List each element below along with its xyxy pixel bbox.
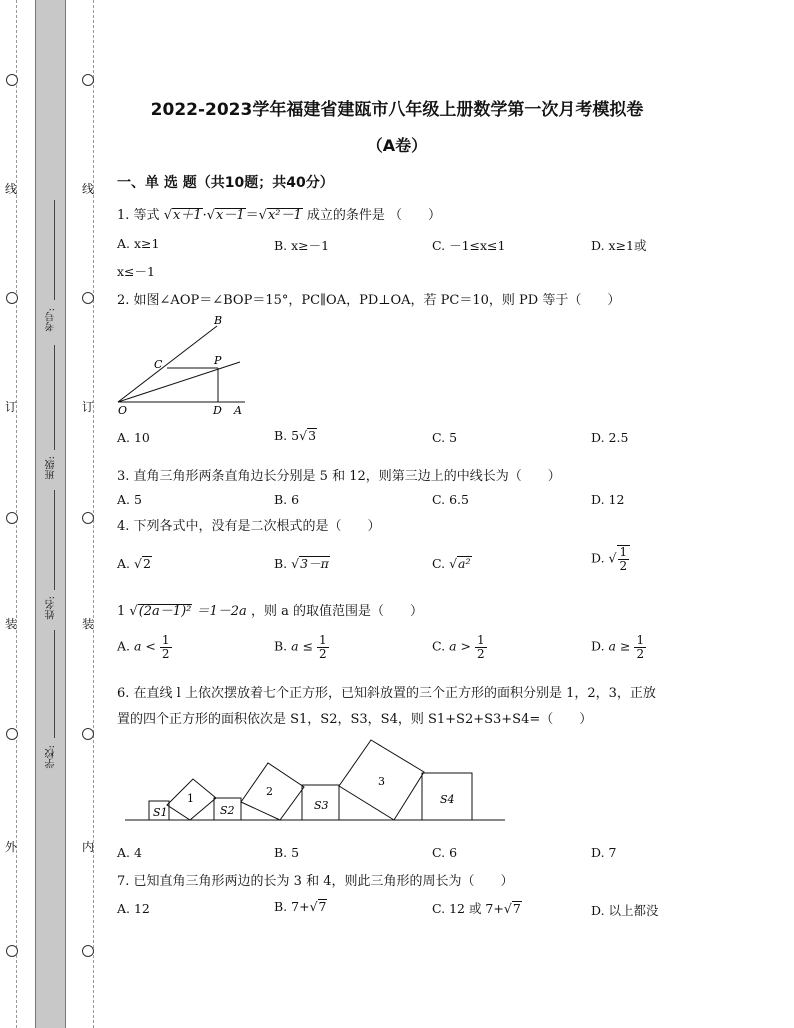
question-4: 4. 下列各式中，没有是二次根式的是（ ）: [117, 519, 381, 534]
question-6-line-1: 6. 在直线 l 上依次摆放着七个正方形，已知斜放置的三个正方形的面积分别是 1，2，3，正放: [117, 686, 656, 701]
q2-option-b[interactable]: B. 5√3: [274, 428, 317, 443]
q5-option-a[interactable]: [117, 634, 172, 660]
q5-option-d-den: 2: [636, 646, 645, 661]
q5-option-b-op: a ≤: [291, 638, 314, 654]
outer-mark-outside: 外: [5, 840, 18, 854]
question-5: 1 √(2a－1)² ＝1－2a ，则 a 的取值范围是（ ）: [117, 604, 423, 619]
q5-option-d-op: a ≥: [608, 638, 631, 654]
q4-option-c-letter: C.: [432, 556, 446, 571]
q4-option-d-letter: D.: [591, 550, 605, 566]
binding-hole: [82, 292, 94, 304]
q3-option-c[interactable]: C. 6.5: [432, 492, 469, 507]
binding-hole: [6, 292, 18, 304]
q7-option-c-text: C. 12 或 7+: [432, 901, 504, 916]
q6-label-3: 3: [378, 775, 385, 788]
q6-option-d[interactable]: D. 7: [591, 845, 617, 860]
q7-option-b[interactable]: B. 7+√7: [274, 899, 327, 914]
q4-option-a-radicand: 2: [142, 556, 151, 571]
q1-formula: √x＋1·√x－1＝√x²－1: [163, 208, 302, 223]
q2-option-a[interactable]: A. 10: [117, 430, 150, 445]
q5-radicand: (2a－1): [138, 604, 187, 619]
inner-mark-inside: 内: [82, 840, 95, 854]
q5-option-b-num: 1: [319, 633, 327, 647]
q5-option-c[interactable]: [432, 634, 487, 660]
q5-option-a-den: 2: [161, 646, 170, 661]
exam-number-label: 考号:: [46, 308, 57, 332]
binding-hole: [6, 74, 18, 86]
q7-option-c-radicand: 7: [512, 901, 521, 916]
section-heading: 一、单 选 题（共10题；共40分）: [117, 175, 334, 191]
q6-option-b[interactable]: B. 5: [274, 845, 300, 860]
outer-mark-line: 线: [5, 182, 18, 196]
q2-option-b-radicand: 3: [308, 428, 317, 443]
q5-option-c-num: 1: [476, 633, 485, 647]
binding-hole: [82, 728, 94, 740]
q1-option-c[interactable]: C. －1≤x≤1: [432, 238, 506, 253]
q6-option-c[interactable]: C. 6: [432, 845, 458, 860]
q2-label-c: C: [154, 358, 163, 371]
inner-mark-staple: 订: [82, 400, 95, 414]
q3-option-a[interactable]: A. 5: [117, 492, 142, 507]
q7-option-c[interactable]: C. 12 或 7+√7: [432, 901, 521, 916]
q4-option-b-letter: B.: [274, 556, 288, 571]
q5-option-b-letter: B.: [274, 638, 288, 654]
q4-option-a[interactable]: A. √2: [117, 556, 151, 571]
exam-number-line: [54, 200, 55, 300]
q2-label-d: D: [213, 404, 222, 417]
question-3: 3. 直角三角形两条直角边长分别是 5 和 12，则第三边上的中线长为（ ）: [117, 469, 561, 484]
q1-prefix: 等式: [133, 208, 160, 223]
binding-hole: [6, 945, 18, 957]
q4-option-c[interactable]: C. √a²: [432, 556, 471, 571]
q5-option-c-op: a >: [449, 638, 471, 654]
name-line: [54, 490, 55, 590]
name-label: 姓名:: [46, 596, 57, 620]
q2-option-c[interactable]: C. 5: [432, 430, 458, 445]
q5-option-c-den: 2: [476, 646, 485, 661]
question-6-line-2: 置的四个正方形的面积依次是 S1，S2，S3，S4，则 S1+S2+S3+S4=（ ）: [117, 712, 593, 727]
question-7: 7. 已知直角三角形两边的长为 3 和 4，则此三角形的周长为（ ）: [117, 874, 514, 889]
binding-hole: [82, 945, 94, 957]
class-line: [54, 345, 55, 450]
q6-label-1: 1: [187, 792, 194, 805]
question-1: [117, 204, 441, 223]
q4-option-d[interactable]: D. √ $\frac{1}{2}$: [591, 545, 630, 572]
q5-option-a-letter: A.: [117, 638, 131, 654]
q4-option-d-numerator: 1: [619, 545, 628, 559]
q5-option-b-den: 2: [319, 646, 327, 661]
q6-label-s3: S3: [314, 799, 329, 812]
page-subtitle: （A卷）: [366, 136, 428, 155]
q3-option-b[interactable]: B. 6: [274, 492, 300, 507]
q4-option-b[interactable]: B. √3－π: [274, 556, 329, 571]
q6-figure: [120, 735, 515, 830]
q4-option-b-radicand: 3－π: [300, 556, 329, 571]
q4-option-c-radicand: a: [458, 556, 466, 571]
binding-hole: [6, 728, 18, 740]
q6-label-2: 2: [266, 785, 273, 798]
q5-option-a-num: 1: [161, 633, 170, 647]
binding-hole: [82, 512, 94, 524]
q5-option-a-op: a <: [134, 638, 156, 654]
outer-mark-staple: 订: [5, 400, 18, 414]
q1-number: 1.: [117, 208, 130, 223]
q6-option-a[interactable]: A. 4: [117, 845, 142, 860]
q2-label-b: B: [214, 314, 223, 327]
school-line: [54, 630, 55, 738]
q6-label-s2: S2: [220, 804, 235, 817]
q2-label-p: P: [214, 354, 222, 367]
binding-hole: [82, 74, 94, 86]
q7-option-a[interactable]: A. 12: [117, 901, 150, 916]
page-title: 2022-2023学年福建省建瓯市八年级上册数学第一次月考模拟卷: [150, 100, 644, 120]
q4-option-a-letter: A.: [117, 556, 131, 571]
q2-figure: [110, 310, 260, 425]
q2-option-b-coef: B. 5: [274, 428, 300, 443]
q1-option-a[interactable]: A. x≥1: [117, 236, 160, 251]
q5-option-d[interactable]: [591, 634, 646, 660]
q5-suffix: ，则 a 的取值范围是（ ）: [250, 604, 423, 619]
inner-mark-line: 线: [82, 182, 95, 196]
q5-rhs: ＝1－2a: [196, 604, 247, 619]
q2-option-d[interactable]: D. 2.5: [591, 430, 629, 445]
q5-option-b[interactable]: [274, 634, 329, 660]
q5-prefix: 1: [117, 604, 126, 619]
q7-option-b-text: B. 7+: [274, 899, 310, 914]
school-label: 学校:: [46, 745, 57, 769]
q1-suffix: 成立的条件是 （ ）: [306, 208, 442, 223]
q6-label-s4: S4: [440, 793, 455, 806]
inner-mark-bind: 装: [82, 617, 95, 631]
question-2: 2. 如图∠AOP＝∠BOP＝15°，PC∥OA，PD⊥OA，若 PC＝10，则 PD 等于（ ）: [117, 293, 621, 308]
q1-option-d-cont: x≤－1: [117, 264, 155, 279]
q2-label-a: A: [234, 404, 242, 417]
q7-option-b-radicand: 7: [318, 899, 327, 914]
q5-option-d-letter: D.: [591, 638, 605, 654]
q3-option-d[interactable]: D. 12: [591, 492, 625, 507]
q5-option-c-letter: C.: [432, 638, 446, 654]
q6-label-s1: S1: [153, 806, 168, 819]
binding-hole: [6, 512, 18, 524]
q4-option-d-denominator: 2: [619, 558, 628, 573]
outer-mark-bind: 装: [5, 617, 18, 631]
q2-label-o: O: [118, 404, 128, 417]
q7-option-d[interactable]: D. 以上都没: [591, 903, 659, 918]
class-label: 班级:: [46, 456, 57, 480]
q1-option-b[interactable]: B. x≥－1: [274, 238, 330, 253]
q5-option-d-num: 1: [636, 633, 645, 647]
q1-option-d[interactable]: D. x≥1或: [591, 238, 647, 253]
